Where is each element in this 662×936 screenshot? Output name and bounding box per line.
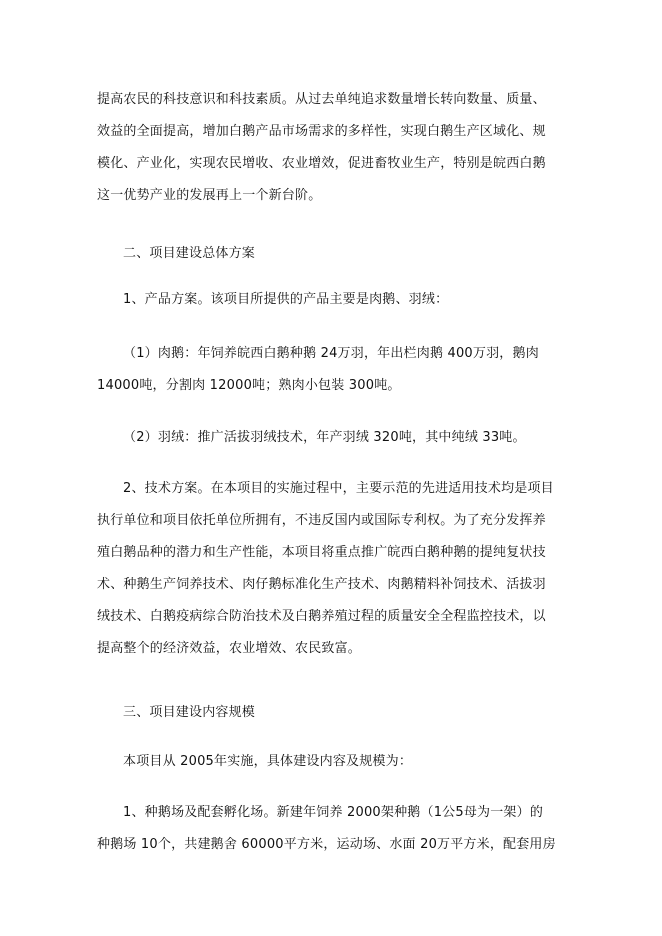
text-line: 2、技术方案。在本项目的实施过程中，主要示范的先进适用技术均是项目 xyxy=(123,481,554,496)
text-line: 1、种鹅场及配套孵化场。新建年饲养 2000架种鹅（1公5母为一架）的 xyxy=(123,805,544,820)
text-line: 术、种鹅生产饲养技术、肉仔鹅标准化生产技术、肉鹅精料补饲技术、活拔羽 xyxy=(97,577,546,592)
text-line: （1）肉鹅：年饲养皖西白鹅种鹅 24万羽，年出栏肉鹅 400万羽，鹅肉 xyxy=(123,346,539,361)
text-line: 14000吨，分割肉 12000吨；熟肉小包装 300吨。 xyxy=(97,378,401,393)
text-line: 种鹅场 10个，共建鹅舍 60000平方米，运动场、水面 20万平方米，配套用房 xyxy=(97,837,556,852)
tech-plan-paragraph xyxy=(97,473,557,665)
text-line: 这一优势产业的发展再上一个新台阶。 xyxy=(97,188,322,203)
text-line: （2）羽绒：推广活拔羽绒技术，年产羽绒 320吨，其中纯绒 33吨。 xyxy=(123,430,526,445)
section-heading-construction-scale xyxy=(97,697,557,729)
text-line: 模化、产业化，实现农民增收、农业增效，促进畜牧业生产，特别是皖西白鹅 xyxy=(97,156,546,171)
text-line: 提高农民的科技意识和科技素质。从过去单纯追求数量增长转向数量、质量、 xyxy=(97,92,546,107)
heading-text: 二、项目建设总体方案 xyxy=(123,246,256,261)
product-plan-paragraph xyxy=(97,284,557,316)
text-line: 提高整个的经济效益，农业增效、农民致富。 xyxy=(97,641,362,656)
text-line: 殖白鹅品种的潜力和生产性能，本项目将重点推广皖西白鹅种鹅的提纯复状技 xyxy=(97,545,546,560)
breeding-farm-paragraph xyxy=(97,797,557,861)
text-line: 本项目从 2005年实施，具体建设内容及规模为： xyxy=(123,754,413,769)
heading-text: 三、项目建设内容规模 xyxy=(123,705,256,720)
down-paragraph xyxy=(97,422,557,454)
meat-goose-paragraph xyxy=(97,338,557,402)
section-heading-overall-plan xyxy=(97,238,557,270)
text-line: 效益的全面提高，增加白鹅产品市场需求的多样性，实现白鹅生产区域化、规 xyxy=(97,124,546,139)
text-line: 1、产品方案。该项目所提供的产品主要是肉鹅、羽绒： xyxy=(123,292,449,307)
text-line: 执行单位和项目依托单位所拥有，不违反国内或国际专利权。为了充分发挥养 xyxy=(97,513,546,528)
start-year-paragraph xyxy=(97,746,557,778)
text-line: 绒技术、白鹅疫病综合防治技术及白鹅养殖过程的质量安全全程监控技术，以 xyxy=(97,609,546,624)
intro-paragraph xyxy=(97,84,557,212)
